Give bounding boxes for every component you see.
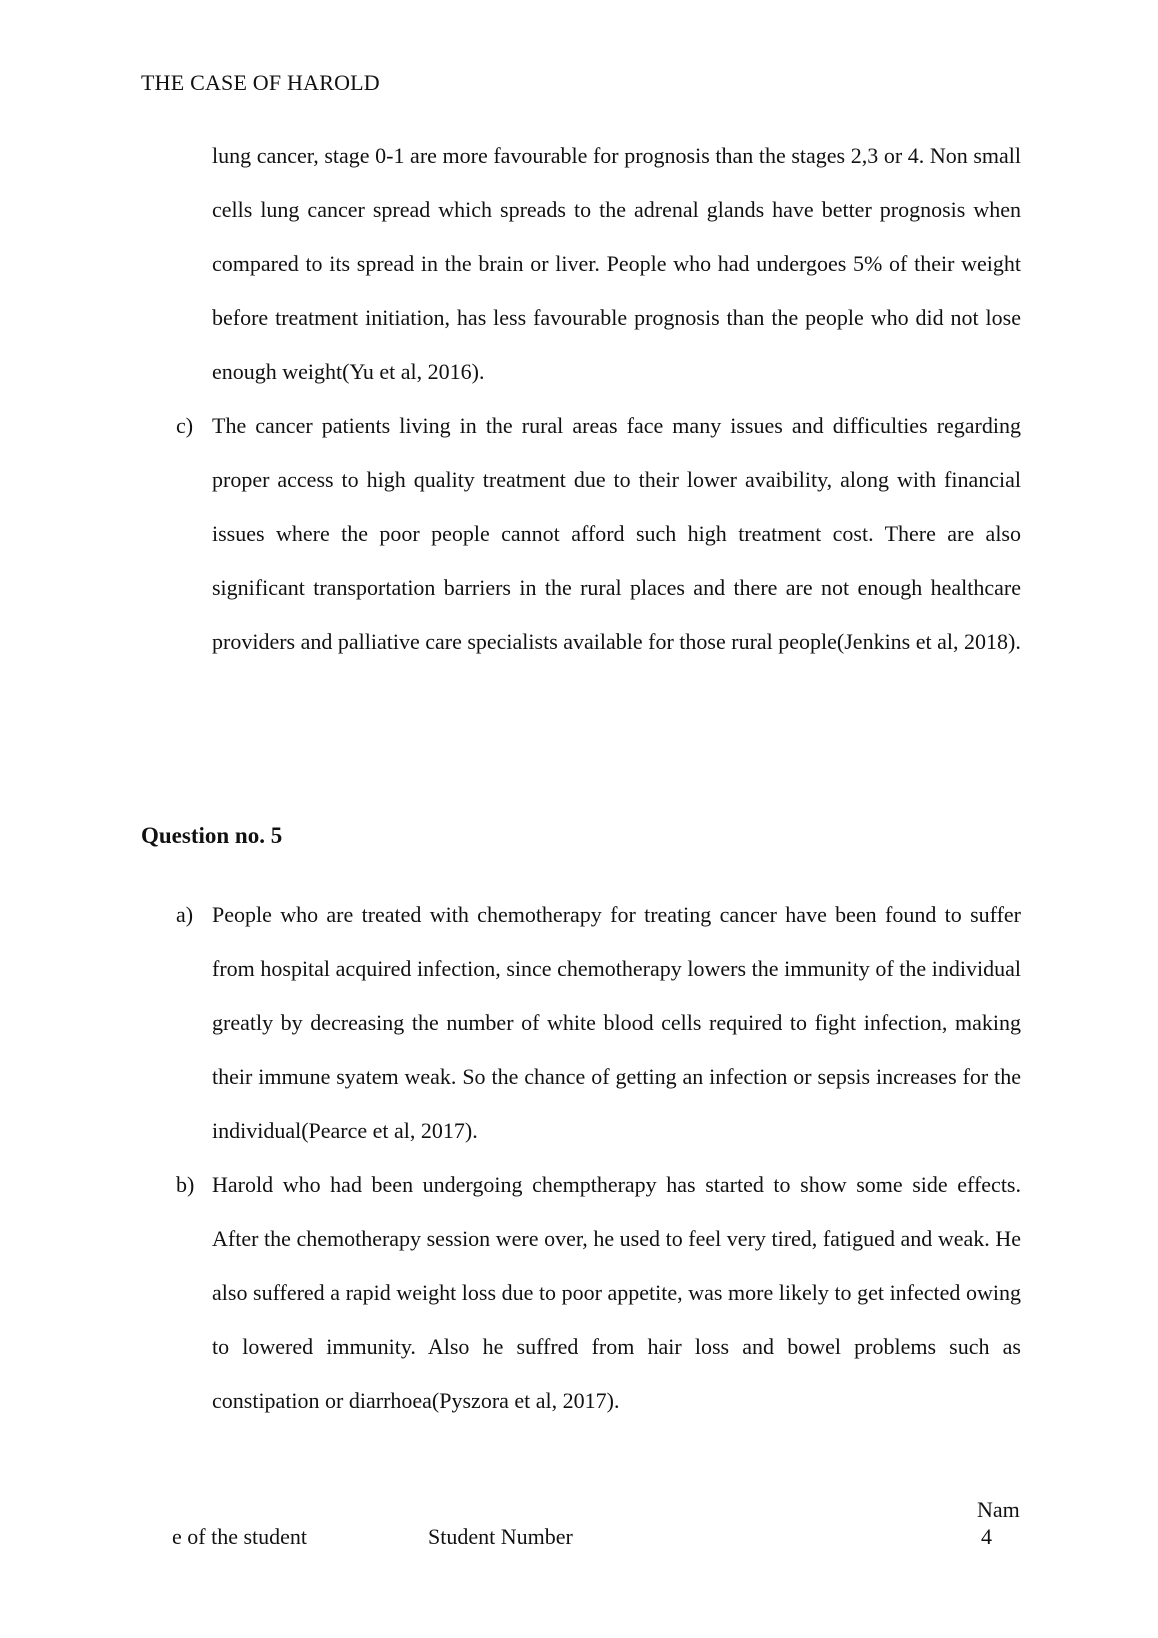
footer-name-part1: Nam: [977, 1497, 1020, 1522]
page-number: 4: [981, 1524, 992, 1549]
top-section-list: [141, 129, 1021, 669]
running-header: THE CASE OF HAROLD: [141, 70, 380, 95]
list-marker-a: a): [176, 902, 194, 927]
question-5-list: [141, 888, 1021, 1428]
paragraph-chemotherapy-infection: People who are treated with chemotherapy for treating cancer have been found to suffer from hospital acquired infection, since chemotherapy lowers the immunity of the individual greatly by decreasing the number of white blood cells required to fight infection, making their immune syatem weak. So the chance of getting an infection or sepsis increases for the individual(Pearce et al, 2017).: [212, 902, 1021, 1143]
list-marker-b: b): [176, 1172, 195, 1197]
paragraph-rural-access: The cancer patients living in the rural areas face many issues and difficulties regarding proper access to high quality treatment due to their lower avaibility, along with financial issues where the poor people cannot afford such high treatment cost. There are also significant transportation barriers in the rural places and there are not enough healthcare providers and palliative care specialists available for those rural people(Jenkins et al, 2018).: [212, 413, 1021, 654]
paragraph-harold-side-effects: Harold who had been undergoing chemptherapy has started to show some side effects. After the chemotherapy session were over, he used to feel very tired, fatigued and weak. He also suffered a rapid weight loss due to poor appetite, was more likely to get infected owing to lowered immunity. Also he suffred from hair loss and bowel problems such as constipation or diarrhoea(Pyszora et al, 2017).: [212, 1172, 1021, 1413]
list-marker-c: c): [176, 413, 194, 438]
footer-name-part2: e of the student: [172, 1524, 308, 1549]
paragraph-lung-cancer-prognosis: lung cancer, stage 0-1 are more favourable for prognosis than the stages 2,3 or 4. Non small cells lung cancer spread which spreads to the adrenal glands have better prognosis when compared to its spread in the brain or liver. People who had undergoes 5% of their weight before treatment initiation, has less favourable prognosis than the people who did not lose enough weight(Yu et al, 2016).: [212, 143, 1021, 384]
list-item-c: [141, 399, 1021, 669]
list-item-b: [141, 1158, 1021, 1428]
footer-student-number: Student Number: [428, 1524, 573, 1549]
list-item-continued: [141, 129, 1021, 399]
list-item-a: [141, 888, 1021, 1158]
question-heading: Question no. 5: [141, 823, 283, 848]
